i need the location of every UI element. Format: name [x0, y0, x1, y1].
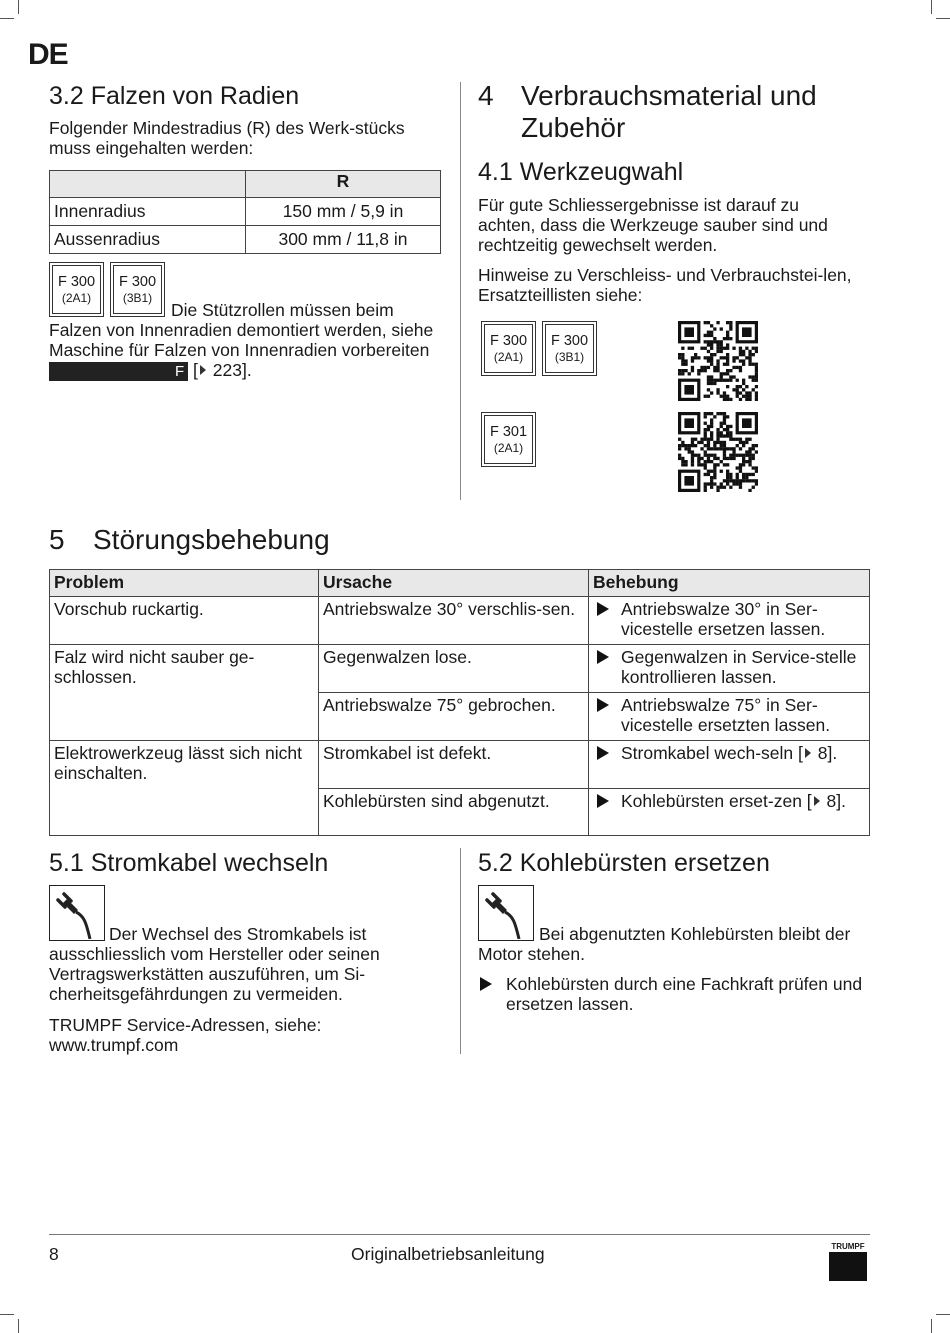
fix-text-main: Stromkabel wech-seln [: [621, 743, 803, 763]
column-divider: [460, 82, 461, 500]
cause-cell: Gegenwalzen lose.: [319, 645, 589, 693]
arrow-bullet-icon: [593, 695, 621, 735]
column-header-fix: Behebung: [589, 570, 870, 597]
section-title-4-1: 4.1 Werkzeugwahl: [478, 158, 684, 186]
column-header-cause: Ursache: [319, 570, 589, 597]
page-ref-icon: [814, 796, 820, 806]
cause-cell: Kohlebürsten sind abgenutzt.: [319, 789, 589, 836]
fix-cell: [589, 645, 870, 693]
section-title-3-2: 3.2 Falzen von Radien: [49, 82, 300, 110]
fix-cell: [589, 741, 870, 789]
problem-cell: Elektrowerkzeug lässt sich nicht einschalten.: [50, 741, 319, 836]
model-variant: (2A1): [493, 441, 524, 455]
model-label: F 300: [550, 333, 589, 349]
arrow-bullet-icon: [478, 974, 506, 1014]
fix-text: [621, 743, 837, 764]
fix-text: [621, 791, 846, 812]
qr-code[interactable]: [678, 412, 758, 492]
fix-text: Antriebswalze 75° in Ser-vicestelle ersetzten lassen.: [621, 695, 831, 735]
table-row: [50, 198, 441, 226]
sec51-paragraph-2: TRUMPF Service-Adressen, siehe:: [49, 1015, 322, 1035]
section-title-4-line1: Verbrauchsmaterial und: [521, 80, 817, 111]
column-header-problem: Problem: [50, 570, 319, 597]
fix-text: Gegenwalzen in Service-stelle kontrollieren lassen.: [621, 647, 857, 687]
table-row: [50, 645, 870, 693]
language-label: DE: [28, 38, 68, 71]
arrow-bullet-icon: [593, 647, 621, 687]
ref-badge: F: [49, 362, 188, 381]
footer-rule: [49, 1234, 870, 1235]
table-cell: Aussenradius: [50, 226, 246, 254]
sec4-paragraph-1: Für gute Schliessergebnisse ist darauf zu achten, dass die Werkzeuge sauber sind und rechtzeitig gewechselt werden.: [478, 195, 828, 255]
fix-text-main: Kohlebürsten erset-zen [: [621, 791, 812, 811]
model-label: F 300: [118, 274, 157, 290]
sec32-note: Die Stützrollen müssen beim Falzen von Innenradien demontiert werden, siehe Maschine für Falzen von Innenradien vorbereiten F [ 223].: [49, 300, 434, 380]
table-row: [50, 226, 441, 254]
section-title-5-1: 5.1 Stromkabel wechseln: [49, 849, 329, 877]
model-label: F 300: [57, 274, 96, 290]
sec4-paragraph-2: Hinweise zu Verschleiss- und Verbrauchstei-len, Ersatzteillisten siehe:: [478, 265, 852, 305]
problem-cell: Vorschub ruckartig.: [50, 597, 319, 645]
fix-cell: [589, 693, 870, 741]
fix-cell: [589, 597, 870, 645]
table-row: [50, 597, 870, 645]
model-box: [481, 412, 536, 467]
page-ref-icon: [805, 748, 811, 758]
cause-cell: Antriebswalze 30° verschlis-sen.: [319, 597, 589, 645]
page-ref[interactable]: 223].: [212, 360, 252, 380]
table-row: [50, 741, 870, 789]
page-ref-icon: [200, 365, 206, 375]
sec52-bullet: [478, 974, 878, 1014]
section-number-5: 5: [49, 524, 65, 555]
section-title-4-line2: Zubehör: [521, 112, 626, 143]
table-cell: 150 mm / 5,9 in: [246, 198, 441, 226]
model-variant: (3B1): [122, 291, 153, 305]
sec32-intro: Folgender Mindestradius (R) des Werk-stücks muss eingehalten werden:: [49, 118, 405, 158]
model-variant: (2A1): [61, 291, 92, 305]
column-divider: [460, 848, 461, 1054]
qr-code[interactable]: [678, 321, 758, 401]
cause-cell: Antriebswalze 75° gebrochen.: [319, 693, 589, 741]
sec51-paragraph-1: Der Wechsel des Stromkabels ist ausschliesslich vom Hersteller oder seinen Vertragswerkstätten auszuführen, um Si-cherheitsgefährdungen zu vermeiden.: [49, 924, 380, 1004]
radius-table: [49, 170, 441, 254]
brand-logo-text: TRUMPF: [831, 1242, 865, 1251]
sec52-bullet-text: Kohlebürsten durch eine Fachkraft prüfen und ersetzen lassen.: [506, 974, 863, 1014]
radius-table-header-r: R: [246, 171, 441, 198]
brand-logo: [829, 1252, 867, 1281]
model-box: [542, 321, 597, 376]
model-label: F 301: [489, 424, 528, 440]
sec32-note-text: Die Stützrollen müssen beim Falzen von Innenradien demontiert werden, siehe Maschine für Falzen von Innenradien vorbereiten: [49, 300, 434, 360]
arrow-bullet-icon: [593, 599, 621, 639]
sec52-paragraph-1: Bei abgenutzten Kohlebürsten bleibt der Motor stehen.: [478, 924, 851, 964]
model-box: [481, 321, 536, 376]
fix-text: Antriebswalze 30° in Ser-vicestelle ersetzen lassen.: [621, 599, 826, 639]
section-number-4: 4: [478, 80, 494, 111]
model-label: F 300: [489, 333, 528, 349]
arrow-bullet-icon: [593, 791, 621, 812]
section-title-5: Störungsbehebung: [93, 524, 330, 555]
arrow-bullet-icon: [593, 743, 621, 764]
model-variant: (3B1): [554, 350, 585, 364]
section-title-5-2: 5.2 Kohlebürsten ersetzen: [478, 849, 770, 877]
radius-table-header-empty: [50, 171, 246, 198]
table-cell: Innenradius: [50, 198, 246, 226]
model-variant: (2A1): [493, 350, 524, 364]
page-number: 8: [49, 1244, 59, 1264]
cause-cell: Stromkabel ist defekt.: [319, 741, 589, 789]
troubleshooting-table: [49, 569, 870, 836]
page-ref[interactable]: 8].: [817, 743, 838, 763]
fix-cell: [589, 789, 870, 836]
website-link[interactable]: www.trumpf.com: [49, 1035, 179, 1055]
table-cell: 300 mm / 11,8 in: [246, 226, 441, 254]
footer-title: Originalbetriebsanleitung: [351, 1244, 545, 1264]
problem-cell: Falz wird nicht sauber ge-schlossen.: [50, 645, 319, 741]
page-ref[interactable]: 8].: [826, 791, 847, 811]
